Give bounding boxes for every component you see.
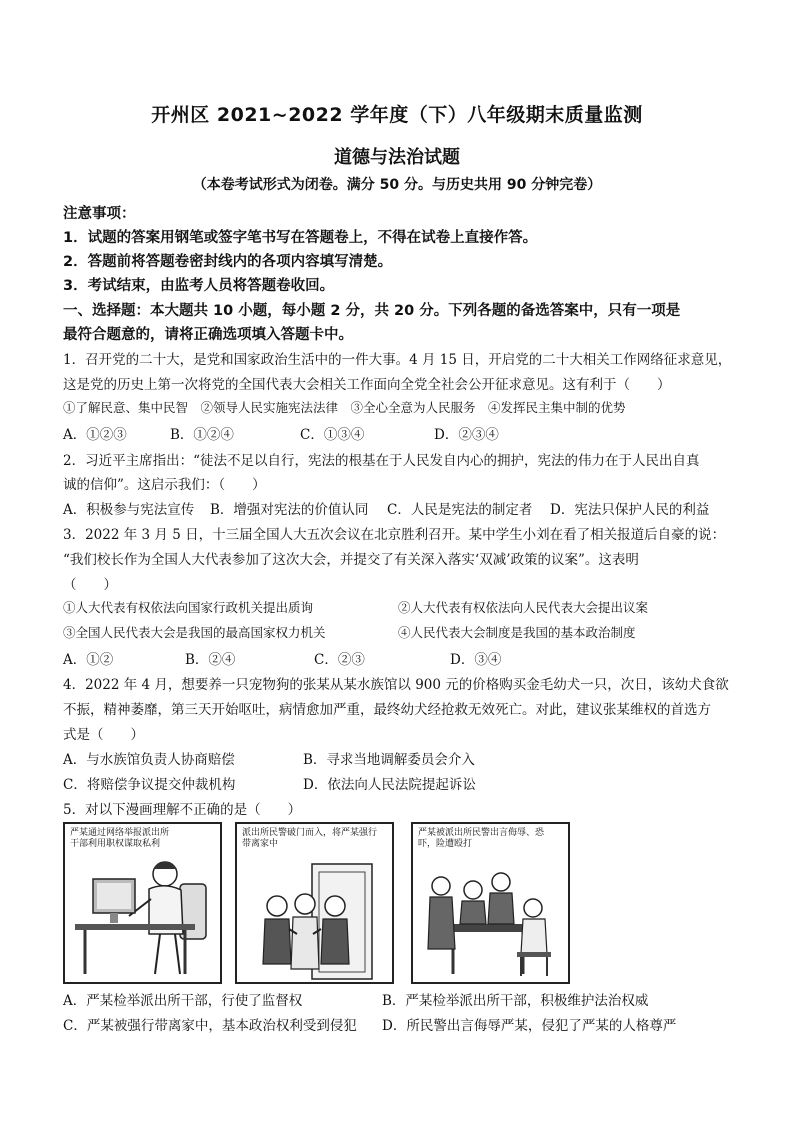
q1-option-c: C．①③④: [300, 427, 365, 443]
comic-caption-2: 派出所民警破门而入，将严某强行带离家中: [242, 828, 378, 849]
q1-option-d: D．②③④: [434, 427, 499, 443]
comic-panel-1: [63, 822, 222, 984]
q2-option-c: C．人民是宪法的制定者: [387, 502, 533, 518]
q3-item-4: ④人民代表大会制度是我国的基本政治制度: [398, 625, 636, 640]
q4-option-a: A．与水族馆负责人协商赔偿: [63, 752, 235, 768]
q1-option-b: B．①②④: [170, 427, 234, 443]
q2-stem-line1: 2．习近平主席指出：“徒法不足以自行，宪法的根基在于人民发自内心的拥护，宪法的伟力在于人民出自真: [63, 453, 700, 469]
instruction-1: 1．试题的答案用钢笔或签字笔书写在答题卷上，不得在试卷上直接作答。: [63, 230, 538, 246]
exam-note: （本卷考试形式为闭卷。满分 50 分。与历史共用 90 分钟完卷）: [192, 177, 602, 193]
q3-stem-line2: “我们校长作为全国人大代表参加了这次大会，并提交了有关深入落实‘双减’政策的议案”。这表明: [63, 552, 639, 568]
q3-item-3: ③全国人民代表大会是我国的最高国家权力机关: [63, 625, 326, 640]
q4-stem-line3: 式是（ ）: [63, 727, 144, 743]
section-heading-line2: 最符合题意的，请将正确选项填入答题卡中。: [63, 327, 353, 343]
q5-stem: 5．对以下漫画理解不正确的是（ ）: [63, 802, 302, 818]
instruction-3: 3．考试结束，由监考人员将答题卷收回。: [63, 278, 335, 294]
q2-option-a: A．积极参与宪法宣传: [63, 502, 195, 518]
q4-stem-line2: 不振，精神萎靡，第三天开始呕吐，病情愈加严重，最终幼犬经抢救无效死亡。对此，建议张某维权的首选方: [63, 702, 711, 718]
comic-illustration-3: [413, 824, 568, 982]
q3-stem-line3: （ ）: [63, 577, 117, 593]
q5-option-d: D．所民警出言侮辱严某，侵犯了严某的人格尊严: [382, 1018, 677, 1034]
q3-option-b: B．②④: [185, 652, 236, 668]
q3-item-1: ①人大代表有权依法向国家行政机关提出质询: [63, 600, 314, 615]
comic-caption-1: 严某通过网络举报派出所干部利用职权谋取私利: [70, 828, 170, 849]
q2-stem-line2: 诚的信仰”。这启示我们：（ ）: [63, 477, 266, 493]
q4-stem-line1: 4．2022 年 4 月，想要养一只宠物狗的张某从某水族馆以 900 元的价格购买金毛幼犬一只，次日，该幼犬食欲: [63, 677, 729, 693]
q3-item-2: ②人大代表有权依法向人民代表大会提出议案: [398, 600, 649, 615]
q1-stem-line2: 这是党的历史上第一次将党的全国代表大会相关工作面向全党全社会公开征求意见。这有利于（ ）: [63, 377, 671, 393]
q3-option-c: C．②③: [314, 652, 365, 668]
q4-option-d: D．依法向人民法院提起诉讼: [303, 777, 476, 793]
q4-option-b: B．寻求当地调解委员会介入: [303, 752, 475, 768]
exam-subject: 道德与法治试题: [334, 147, 460, 168]
exam-title: 开州区 2021~2022 学年度（下）八年级期末质量监测: [151, 104, 643, 126]
comic-caption-3: 严某被派出所民警出言侮辱、恐吓，险遭殴打: [418, 828, 545, 849]
instruction-2: 2．答题前将答题卷密封线内的各项内容填写清楚。: [63, 254, 393, 270]
q3-stem-line1: 3．2022 年 3 月 5 日，十三届全国人大五次会议在北京胜利召开。某中学生小刘在看了相关报道后自豪的说：: [63, 527, 726, 543]
comic-illustration-2: [237, 824, 392, 982]
q2-option-b: B．增强对宪法的价值认同: [210, 502, 369, 518]
q5-option-c: C．严某被强行带离家中，基本政治权利受到侵犯: [63, 1018, 357, 1034]
q1-option-a: A．①②③: [63, 427, 127, 443]
instructions-heading: 注意事项：: [63, 206, 136, 222]
q2-option-d: D．宪法只保护人民的利益: [550, 502, 710, 518]
section-heading-line1: 一、选择题：本大题共 10 小题，每小题 2 分，共 20 分。下列各题的备选答案中，只有一项是: [63, 303, 681, 319]
comic-panel-2: [235, 822, 394, 984]
q1-items: ①了解民意、集中民智 ②领导人民实施宪法法律 ③全心全意为人民服务 ④发挥民主集中制的优势: [63, 400, 626, 415]
q3-option-a: A．①②: [63, 652, 114, 668]
q5-option-a: A．严某检举派出所干部，行使了监督权: [63, 993, 303, 1009]
q5-option-b: B．严某检举派出所干部，积极维护法治权威: [382, 993, 649, 1009]
q1-stem-line1: 1．召开党的二十大，是党和国家政治生活中的一件大事。4 月 15 日，开启党的二十大相关工作网络征求意见，: [63, 352, 732, 368]
q4-option-c: C．将赔偿争议提交仲裁机构: [63, 777, 236, 793]
q3-option-d: D．③④: [450, 652, 502, 668]
comic-illustration-1: [65, 824, 220, 982]
comic-panel-3: [411, 822, 570, 984]
